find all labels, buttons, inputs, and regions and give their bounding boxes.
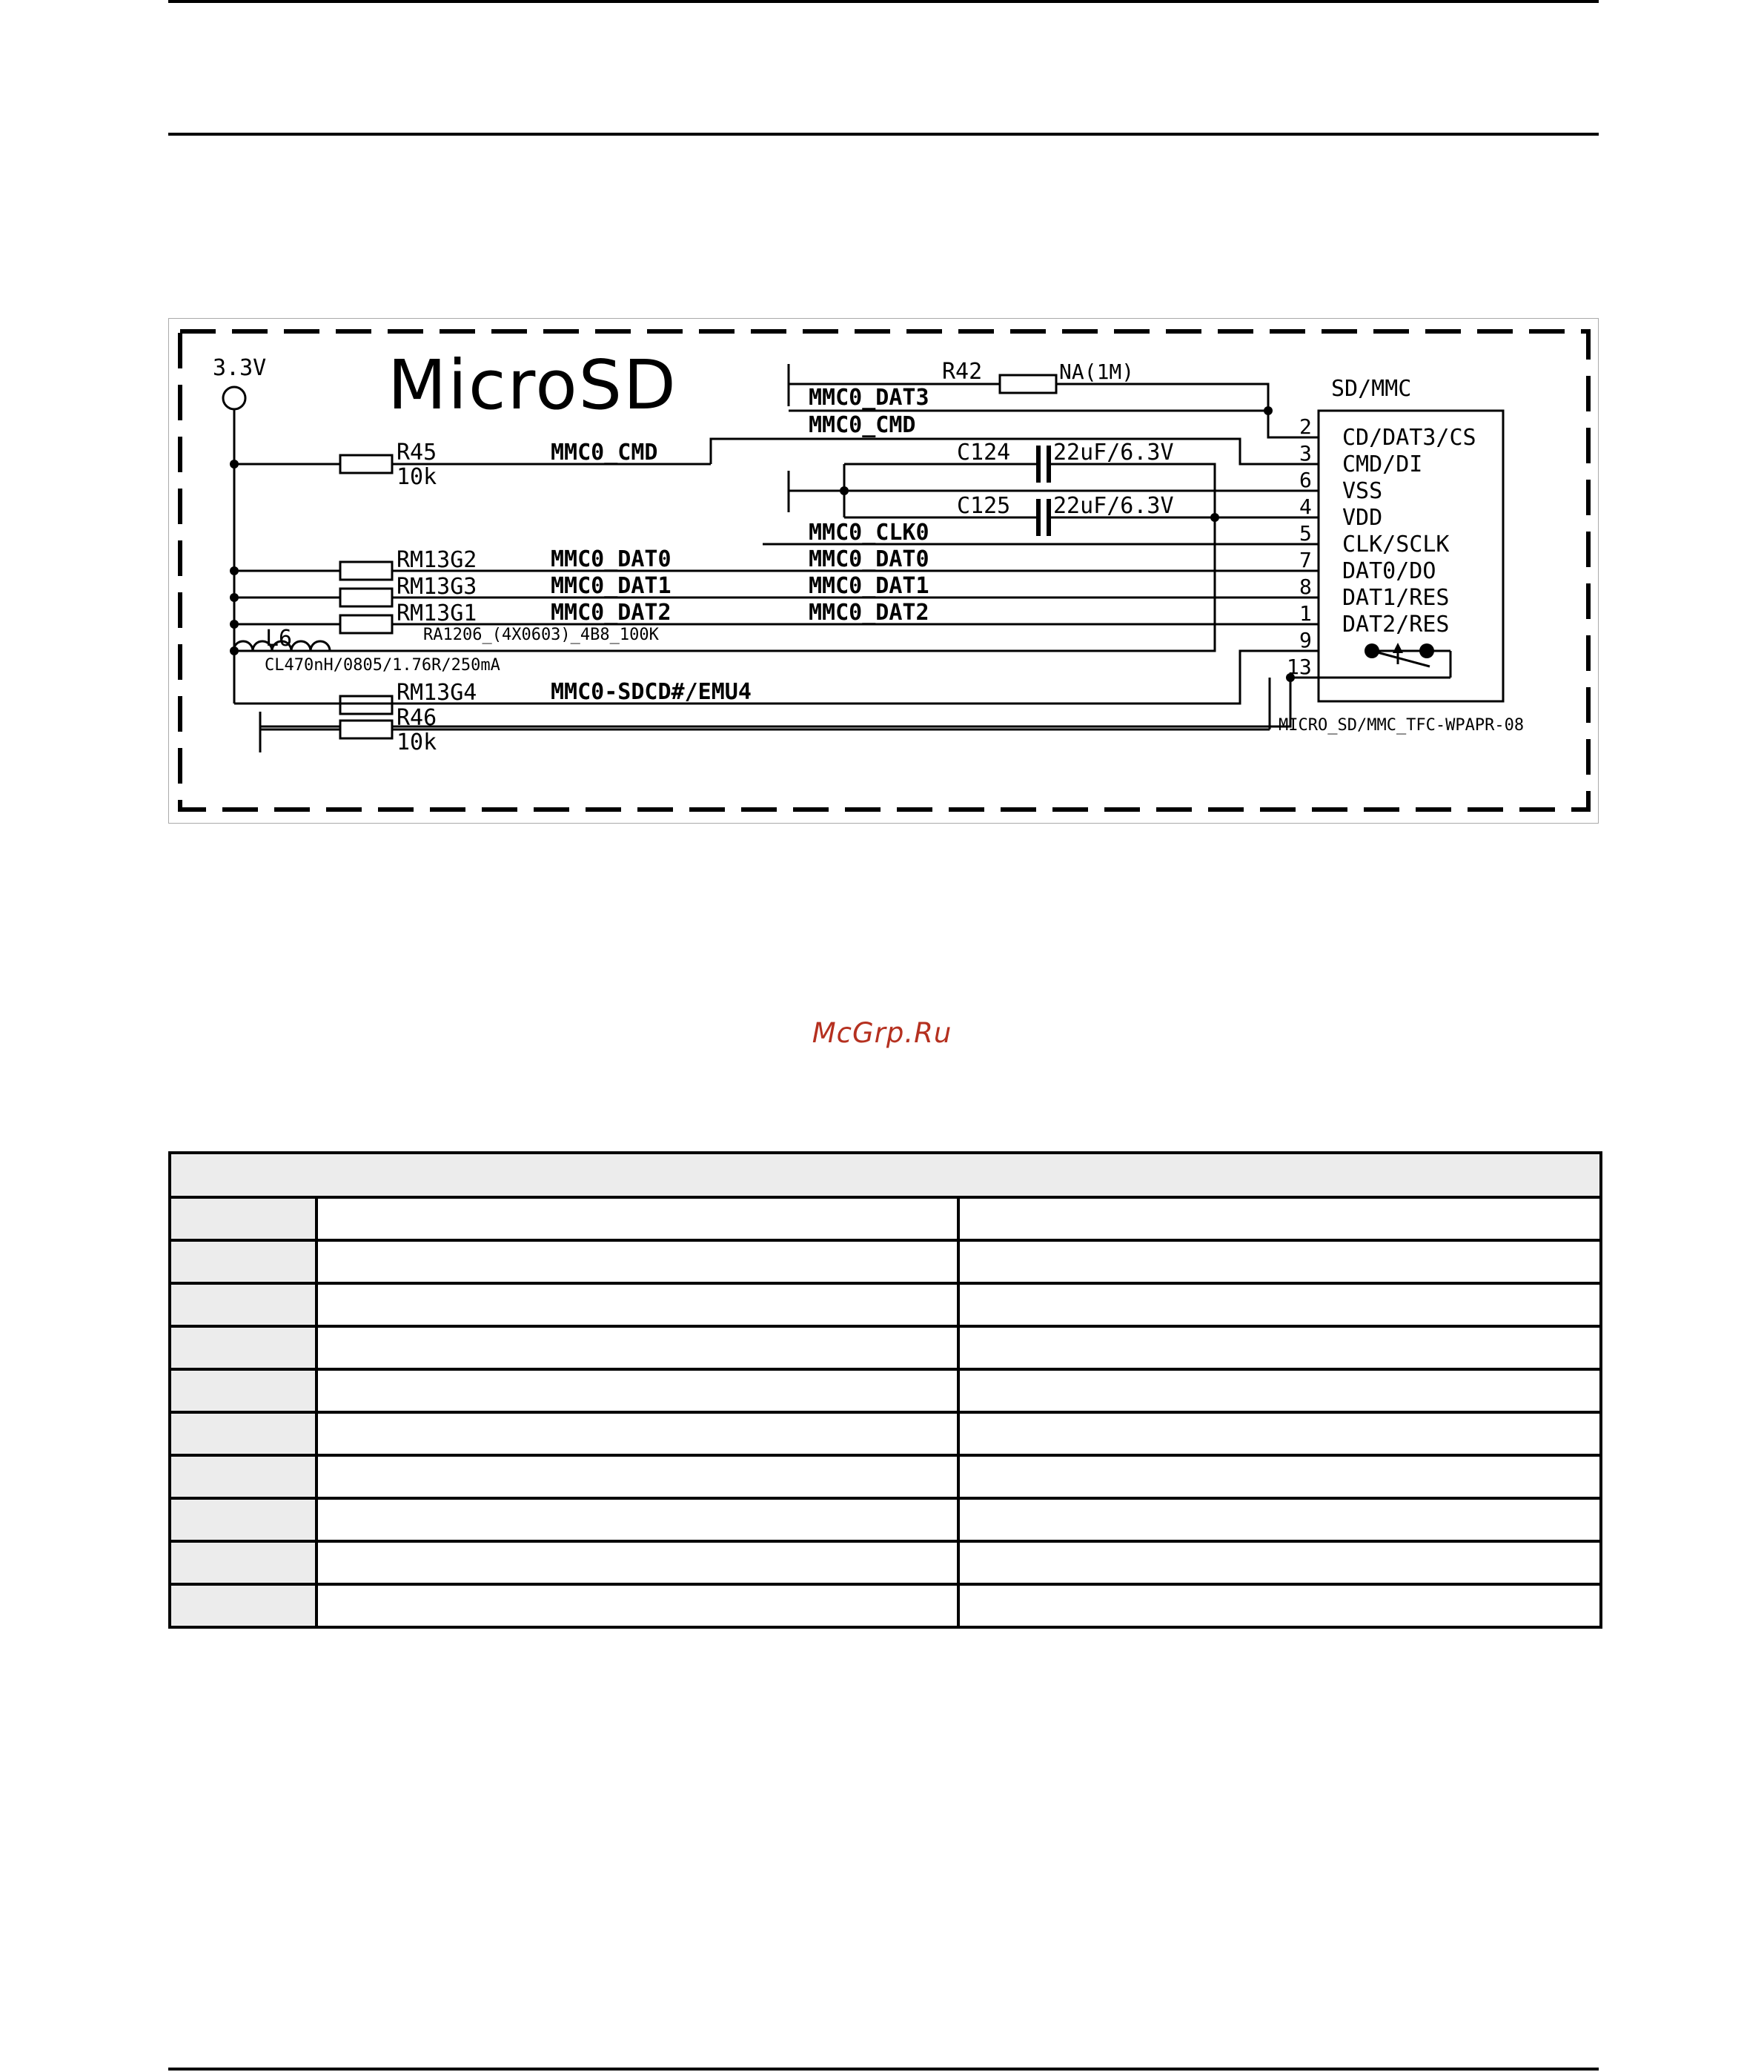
rm13g1-body: [340, 615, 392, 633]
top-rule: [168, 0, 1599, 3]
net-dat0-right: MMC0_DAT0: [809, 546, 929, 572]
pin-number: 9: [1299, 628, 1312, 652]
rm13g3-ref: RM13G3: [397, 574, 477, 600]
pin-name: DAT2/RES: [1342, 612, 1450, 638]
table-row: [170, 1541, 1601, 1584]
header-rule: [168, 133, 1599, 136]
junction-dot: [1210, 513, 1219, 522]
net-dat0-left: MMC0_DAT0: [551, 546, 672, 572]
table-row: [170, 1240, 1601, 1283]
c124-value: 22uF/6.3V: [1053, 440, 1174, 466]
junction-dot: [230, 593, 239, 602]
c124-ref: C124: [957, 440, 1011, 466]
rm13-package: RA1206_(4X0603)_4B8_100K: [423, 626, 659, 644]
junction-dot: [230, 646, 239, 655]
rm13g2-ref: RM13G2: [397, 547, 477, 573]
r42-value: NA(1M): [1059, 360, 1135, 384]
rm13g2-body: [340, 562, 392, 580]
l6-value: CL470nH/0805/1.76R/250mA: [265, 656, 500, 675]
r46-ref: R46: [397, 705, 437, 731]
switch-contact: [1419, 643, 1434, 658]
rm13g3-body: [340, 589, 392, 606]
table-row: [170, 1369, 1601, 1412]
junction-dot: [230, 460, 239, 469]
net-dat2-right: MMC0_DAT2: [809, 600, 929, 626]
table-row: [170, 1584, 1601, 1627]
r42-ref: R42: [942, 359, 983, 385]
c125-value: 22uF/6.3V: [1053, 493, 1174, 519]
net-cmd-left: MMC0_CMD: [551, 440, 658, 466]
l6-ref: L6: [265, 626, 293, 652]
pin-name: CD/DAT3/CS: [1342, 425, 1476, 451]
microsd-schematic: [169, 319, 1599, 824]
junction-dot: [230, 620, 239, 629]
r45-body: [340, 455, 392, 473]
pin-number: 7: [1299, 548, 1312, 572]
table-row: [170, 1498, 1601, 1541]
pin-number: 3: [1299, 441, 1312, 466]
pin-number: 8: [1299, 575, 1312, 599]
pin-name: CMD/DI: [1342, 451, 1423, 477]
rm13g1-ref: RM13G1: [397, 600, 477, 626]
pin-number: 13: [1287, 655, 1312, 679]
power-label: 3.3V: [213, 355, 267, 381]
pin-name: DAT1/RES: [1342, 585, 1450, 611]
pin-number: 2: [1299, 414, 1312, 439]
junction-dot: [230, 566, 239, 575]
net-dat1-left: MMC0_DAT1: [551, 573, 672, 599]
connector-part: MICRO_SD/MMC_TFC-WPAPR-08: [1279, 716, 1525, 735]
watermark: McGrp.Ru: [812, 1017, 952, 1049]
junction-dot: [1264, 406, 1273, 415]
table-row: [170, 1455, 1601, 1498]
pin-table: [168, 1151, 1602, 1629]
pin-number: 5: [1299, 521, 1312, 546]
connector-name: SD/MMC: [1331, 376, 1412, 402]
table-header: [170, 1153, 1601, 1197]
footer-rule: [168, 2068, 1599, 2071]
power-terminal: [223, 387, 245, 409]
r42-body: [1000, 375, 1056, 393]
r45-ref: R45: [397, 440, 437, 466]
net-cmd-right: MMC0_CMD: [809, 412, 916, 438]
pin-number: 6: [1299, 468, 1312, 492]
rm13g4-body: [340, 696, 392, 714]
table-row: [170, 1283, 1601, 1326]
net-dat1-right: MMC0_DAT1: [809, 573, 929, 599]
pin-number: 1: [1299, 601, 1312, 626]
pin-number: 4: [1299, 494, 1312, 519]
rm13g4-ref: RM13G4: [397, 680, 477, 706]
c125-ref: C125: [957, 493, 1011, 519]
table-row: [170, 1326, 1601, 1369]
net-clk: MMC0_CLK0: [809, 520, 929, 546]
switch-contact: [1365, 643, 1379, 658]
net-dat3: MMC0_DAT3: [809, 385, 929, 411]
r46-body: [340, 721, 392, 738]
net-dat2-left: MMC0_DAT2: [551, 600, 672, 626]
table-row: [170, 1197, 1601, 1240]
r46-value: 10k: [397, 729, 437, 755]
pin-name: VSS: [1342, 478, 1383, 504]
schematic-frame: [168, 318, 1599, 824]
schematic-title: MicroSD: [388, 345, 677, 425]
net-sdcd: MMC0-SDCD#/EMU4: [551, 679, 752, 705]
pin-name: DAT0/DO: [1342, 558, 1436, 584]
pin-name: CLK/SCLK: [1342, 532, 1450, 557]
pin-name: VDD: [1342, 505, 1383, 531]
r45-value: 10k: [397, 464, 437, 490]
junction-dot: [840, 486, 849, 495]
table-row: [170, 1412, 1601, 1455]
